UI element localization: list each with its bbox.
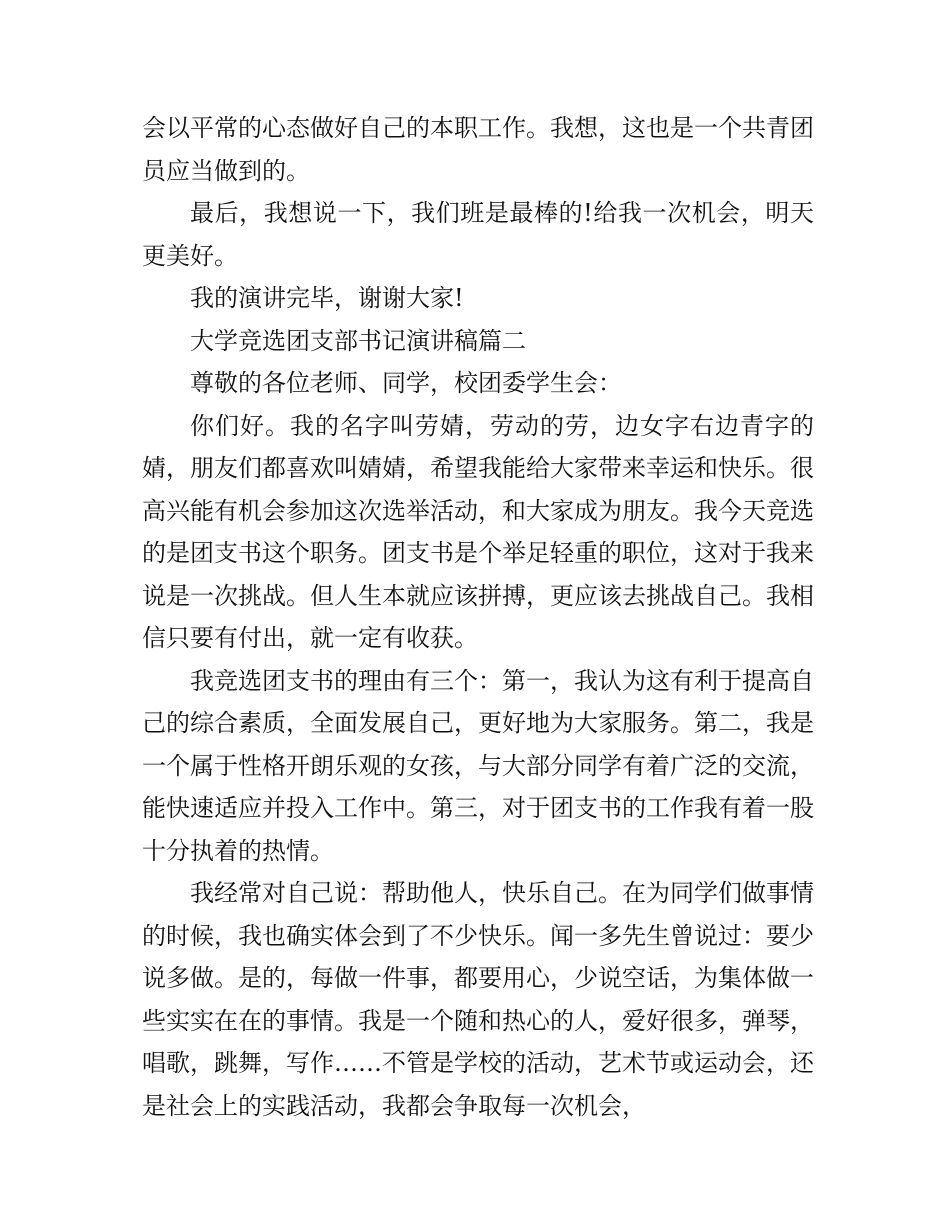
paragraph-introduction: 你们好。我的名字叫劳婧，劳动的劳，边女字右边青字的婧，朋友们都喜欢叫婧婧，希望我能给大家带来幸运和快乐。很高兴能有机会参加这次选举活动，和大家成为朋友。我今天竞选的是团支书这个职务。团支书是个举足轻重的职位，这对于我来说是一次挑战。但人生本就应该拼搏，更应该去挑战自己。我相信只要有付出，就一定有收获。 <box>142 411 814 652</box>
paragraph-reasons: 我竞选团支书的理由有三个：第一，我认为这有利于提高自己的综合素质，全面发展自己，更好地为大家服务。第二，我是一个属于性格开朗乐观的女孩，与大部分同学有着广泛的交流，能快速适应并投入工作中。第三，对于团支书的工作我有着一股十分执着的热情。 <box>142 666 814 865</box>
document-body <box>142 107 814 1127</box>
section-heading: 大学竞选团支部书记演讲稿篇二 <box>190 326 526 355</box>
paragraph-closing: 最后，我想说一下，我们班是最棒的!给我一次机会，明天更美好。 <box>142 199 814 270</box>
paragraph-motto: 我经常对自己说：帮助他人，快乐自己。在为同学们做事情的时候，我也确实体会到了不少快乐。闻一多先生曾说过：要少说多做。是的，每做一件事，都要用心，少说空话，为集体做一些实实在在的事情。我是一个随和热心的人，爱好很多，弹琴，唱歌，跳舞，写作……不管是学校的活动，艺术节或运动会，还是社会上的实践活动，我都会争取每一次机会， <box>142 879 814 1120</box>
paragraph-continuation: 会以平常的心态做好自己的本职工作。我想，这也是一个共青团员应当做到的。 <box>142 114 814 185</box>
paragraph-salutation: 尊敬的各位老师、同学，校团委学生会： <box>190 369 622 397</box>
paragraph-thanks: 我的演讲完毕，谢谢大家! <box>190 284 464 312</box>
